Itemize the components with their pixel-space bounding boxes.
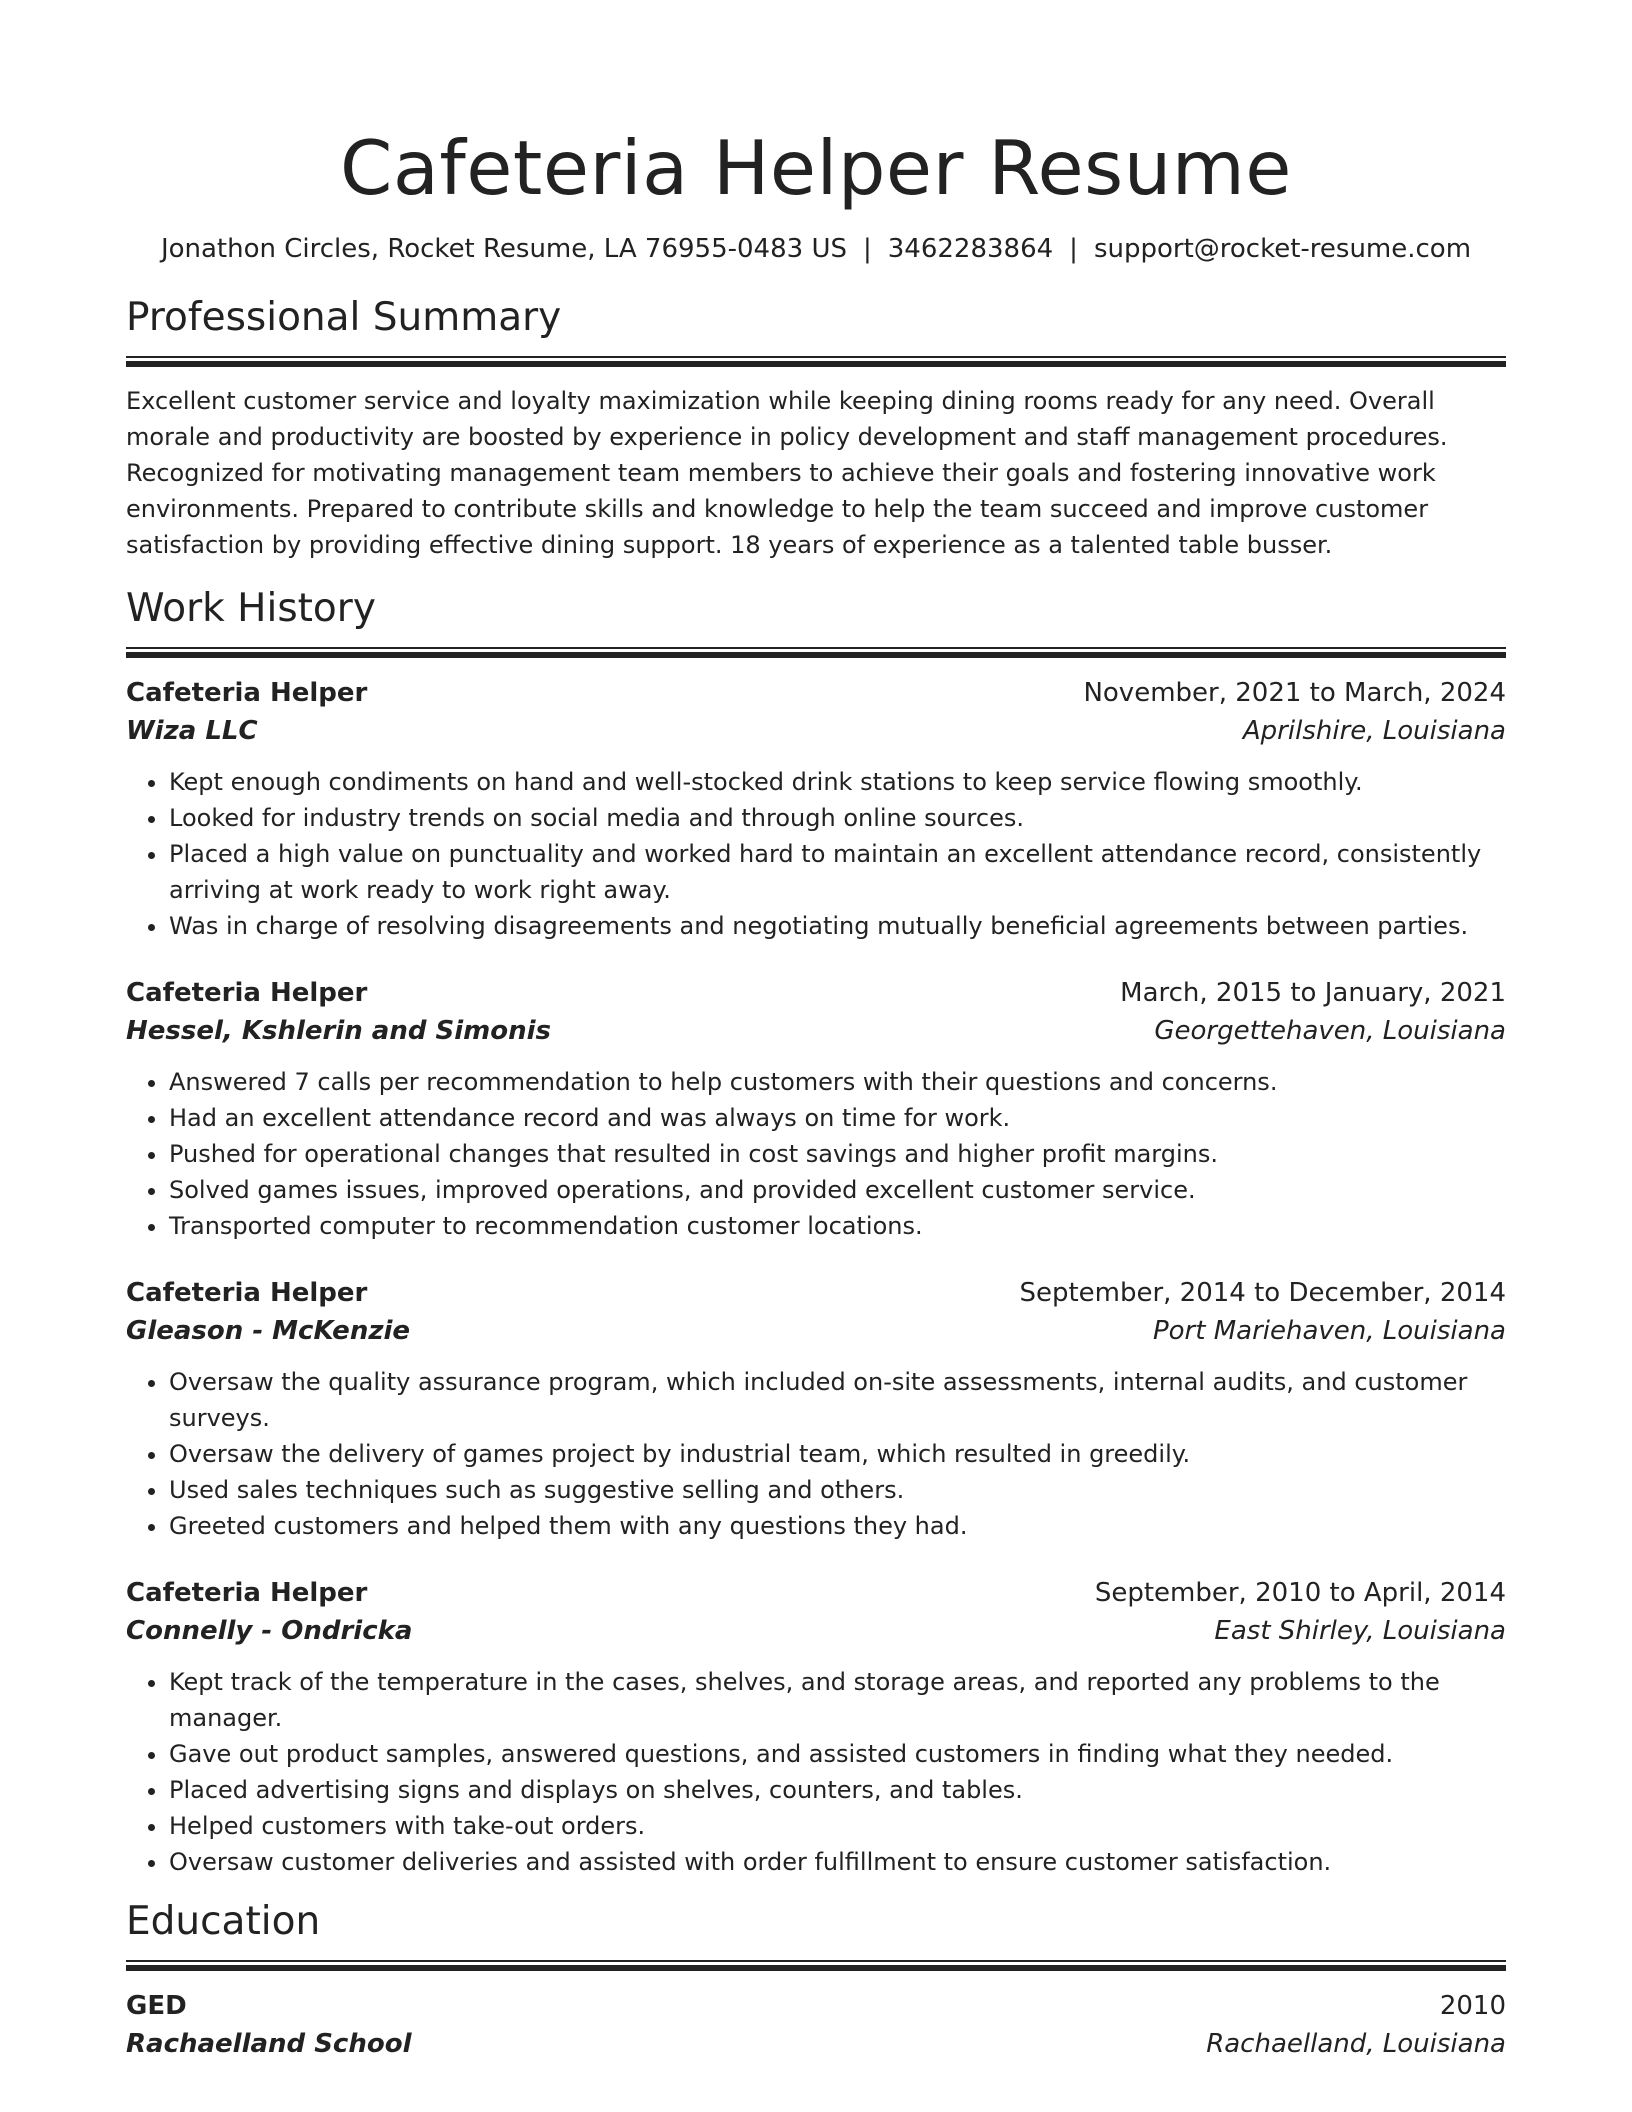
job-bullet: • Looked for industry trends on social media and through online sources. xyxy=(169,800,1506,836)
job-company-row xyxy=(126,712,1506,750)
job-dates: November, 2021 to March, 2024 xyxy=(1083,678,1506,708)
section-divider xyxy=(126,1960,1506,1971)
summary-section xyxy=(126,294,1506,563)
job-title: Cafeteria Helper xyxy=(126,678,368,708)
job-bullet: • Transported computer to recommendation customer locations. xyxy=(169,1208,1506,1244)
job-bullet: • Helped customers with take-out orders. xyxy=(169,1808,1506,1844)
job-bullet: • Oversaw the quality assurance program, which included on-site assessments, internal audits, and customer surveys. xyxy=(169,1364,1506,1436)
job-title: Cafeteria Helper xyxy=(126,1578,368,1608)
job-company: Hessel, Kshlerin and Simonis xyxy=(126,1016,552,1046)
section-heading-summary: Professional Summary xyxy=(126,295,562,340)
job-bullet: • Pushed for operational changes that resulted in cost savings and higher profit margins. xyxy=(169,1136,1506,1172)
job-bullet: • Had an excellent attendance record and was always on time for work. xyxy=(169,1100,1506,1136)
job-title: Cafeteria Helper xyxy=(126,978,368,1008)
job-entry xyxy=(126,974,1506,1244)
job-location: Aprilshire, Louisiana xyxy=(1242,716,1506,746)
job-location: Port Mariehaven, Louisiana xyxy=(1152,1316,1506,1346)
section-heading-education: Education xyxy=(126,1899,321,1944)
job-bullet: • Kept enough condiments on hand and well-stocked drink stations to keep service flowing smoothly. xyxy=(169,764,1506,800)
education-school-row xyxy=(126,2025,1506,2063)
education-location: Rachaelland, Louisiana xyxy=(1206,2029,1506,2059)
job-bullet: • Placed advertising signs and displays on shelves, counters, and tables. xyxy=(169,1772,1506,1808)
job-bullet: • Oversaw the delivery of games project by industrial team, which resulted in greedily. xyxy=(169,1436,1506,1472)
job-bullet: • Answered 7 calls per recommendation to help customers with their questions and concerns. xyxy=(169,1064,1506,1100)
job-entry xyxy=(126,1274,1506,1544)
contact-separator: | xyxy=(1069,234,1078,264)
job-entry xyxy=(126,1574,1506,1880)
job-bullet: • Was in charge of resolving disagreements and negotiating mutually beneficial agreements between parties. xyxy=(169,908,1506,944)
job-header-row xyxy=(126,1274,1506,1312)
education-header-row xyxy=(126,1987,1506,2025)
section-heading-work-history: Work History xyxy=(126,586,376,631)
job-bullet: • Solved games issues, improved operations, and provided excellent customer service. xyxy=(169,1172,1506,1208)
job-header-row xyxy=(126,1574,1506,1612)
job-bullets xyxy=(126,1664,1506,1880)
job-bullets xyxy=(126,1064,1506,1244)
section-divider xyxy=(126,647,1506,658)
job-entry xyxy=(126,674,1506,944)
summary-text: Excellent customer service and loyalty maximization while keeping dining rooms ready for any need. Overall morale and productivity are boosted by experience in policy development and staff management procedures. Recognized for motivating management team members to achieve their goals and fostering innovative work environments. Prepared to contribute skills and knowledge to help the team succeed and improve customer satisfaction by providing effective dining support. 18 years of experience as a talented table busser. xyxy=(126,387,1448,559)
education-school: Rachaelland School xyxy=(126,2029,412,2059)
contact-phone: 3462283864 xyxy=(887,234,1054,264)
job-header-row xyxy=(126,974,1506,1012)
job-bullet: • Placed a high value on punctuality and worked hard to maintain an excellent attendance record, consistently arriving at work ready to work right away. xyxy=(169,836,1506,908)
education-year: 2010 xyxy=(1439,1991,1506,2021)
job-company-row xyxy=(126,1612,1506,1650)
job-bullet: • Greeted customers and helped them with any questions they had. xyxy=(169,1508,1506,1544)
job-bullet: • Gave out product samples, answered questions, and assisted customers in finding what they needed. xyxy=(169,1736,1506,1772)
section-divider xyxy=(126,356,1506,367)
contact-email: support@rocket-resume.com xyxy=(1093,234,1472,264)
contact-line xyxy=(126,232,1506,266)
job-header-row xyxy=(126,674,1506,712)
job-location: East Shirley, Louisiana xyxy=(1214,1616,1506,1646)
job-company: Connelly - Ondricka xyxy=(126,1616,413,1646)
resume-title: Cafeteria Helper Resume xyxy=(340,124,1292,212)
contact-address: Jonathon Circles, Rocket Resume, LA 76955-0483 US xyxy=(160,234,847,264)
job-bullets xyxy=(126,764,1506,944)
job-company: Gleason - McKenzie xyxy=(126,1316,411,1346)
job-bullet: • Used sales techniques such as suggestive selling and others. xyxy=(169,1472,1506,1508)
contact-separator: | xyxy=(862,234,872,264)
job-dates: March, 2015 to January, 2021 xyxy=(1120,978,1506,1008)
job-bullets xyxy=(126,1364,1506,1544)
job-dates: September, 2014 to December, 2014 xyxy=(1019,1278,1506,1308)
job-dates: September, 2010 to April, 2014 xyxy=(1094,1578,1506,1608)
job-company-row xyxy=(126,1012,1506,1050)
education-section xyxy=(126,1898,1506,2063)
work-history-section xyxy=(126,585,1506,1880)
education-degree: GED xyxy=(126,1991,187,2021)
job-bullet: • Oversaw customer deliveries and assisted with order fulfillment to ensure customer satisfaction. xyxy=(169,1844,1506,1880)
education-entry xyxy=(126,1987,1506,2063)
job-company: Wiza LLC xyxy=(126,716,258,746)
job-bullet: • Kept track of the temperature in the cases, shelves, and storage areas, and reported any problems to the manager. xyxy=(169,1664,1506,1736)
job-company-row xyxy=(126,1312,1506,1350)
job-location: Georgettehaven, Louisiana xyxy=(1154,1016,1506,1046)
job-title: Cafeteria Helper xyxy=(126,1278,368,1308)
